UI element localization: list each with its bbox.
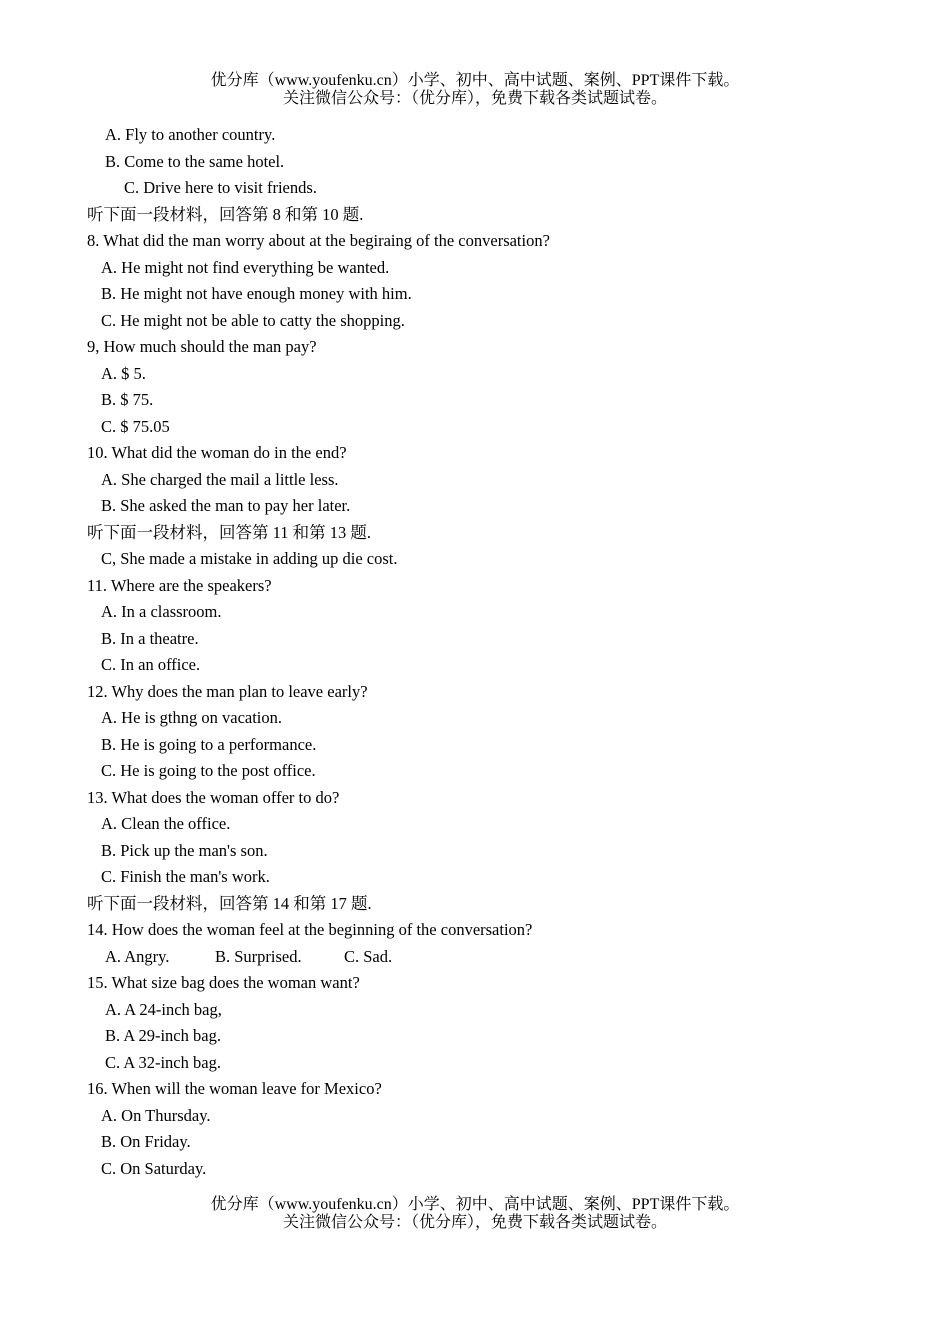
option-text: B. She asked the man to pay her later. bbox=[101, 496, 351, 515]
section-instruction: 听下面一段材料，回答第 14 和第 17 题. bbox=[87, 893, 372, 913]
option-text: C. He is going to the post office. bbox=[101, 761, 316, 780]
option-text: C. A 32-inch bag. bbox=[105, 1052, 221, 1072]
question-text: 13. What does the woman offer to do? bbox=[87, 787, 340, 807]
question-content bbox=[0, 122, 950, 1182]
option-text: B. Come to the same hotel. bbox=[105, 151, 285, 171]
option-text: C, She made a mistake in adding up die cost. bbox=[101, 549, 398, 568]
option-text: B. In a theatre. bbox=[101, 628, 199, 648]
option-text: B. Pick up the man's son. bbox=[101, 840, 268, 860]
options-row bbox=[0, 944, 950, 971]
option-text: C. Finish the man's work. bbox=[101, 867, 270, 886]
footer-line-2: 关注微信公众号：（优分库），免费下载各类试题试卷。 bbox=[282, 1214, 667, 1231]
option-text: B. Surprised. bbox=[215, 946, 302, 966]
section-instruction: 听下面一段材料，回答第 8 和第 10 题. bbox=[87, 204, 364, 224]
option-text: C. Sad. bbox=[344, 946, 393, 966]
page-header bbox=[0, 72, 950, 108]
option-text: A. Fly to another country. bbox=[105, 125, 276, 144]
option-text: C. He might not be able to catty the shopping. bbox=[101, 310, 405, 330]
option-text: A. She charged the mail a little less. bbox=[101, 469, 339, 489]
option-text: C. Drive here to visit friends. bbox=[124, 178, 317, 197]
question-text: 11. Where are the speakers? bbox=[87, 575, 272, 595]
option-text: C. $ 75.05 bbox=[101, 416, 170, 436]
option-text: B. A 29-inch bag. bbox=[105, 1026, 221, 1045]
option-text: A. $ 5. bbox=[101, 363, 146, 383]
footer-line-1: 优分库（www.youfenku.cn）小学、初中、高中试题、案例、PPT课件下载。 bbox=[210, 1196, 740, 1213]
question-text: 14. How does the woman feel at the beginning of the conversation? bbox=[87, 920, 533, 939]
question-text: 10. What did the woman do in the end? bbox=[87, 443, 347, 462]
option-text: A. On Thursday. bbox=[101, 1105, 211, 1125]
option-text: A. In a classroom. bbox=[101, 602, 222, 621]
header-line-1: 优分库（www.youfenku.cn）小学、初中、高中试题、案例、PPT课件下载。 bbox=[210, 72, 740, 89]
option-text: A. Clean the office. bbox=[101, 814, 231, 833]
section-instruction: 听下面一段材料，回答第 11 和第 13 题. bbox=[87, 522, 372, 542]
option-text: C. On Saturday. bbox=[101, 1158, 207, 1178]
page-footer bbox=[0, 1196, 950, 1232]
option-text: C. In an office. bbox=[101, 655, 201, 674]
option-text: B. He might not have enough money with him. bbox=[101, 284, 412, 303]
option-text: A. Angry. bbox=[105, 946, 170, 966]
option-text: B. $ 75. bbox=[101, 390, 154, 409]
header-line-2: 关注微信公众号：（优分库），免费下载各类试题试卷。 bbox=[282, 90, 667, 107]
option-text: B. He is going to a performance. bbox=[101, 734, 317, 754]
option-text: A. He might not find everything be wanted. bbox=[101, 257, 390, 277]
question-text: 15. What size bag does the woman want? bbox=[87, 973, 360, 992]
question-text: 8. What did the man worry about at the begiraing of the conversation? bbox=[87, 231, 550, 250]
option-text: A. He is gthng on vacation. bbox=[101, 708, 283, 727]
option-text: A. A 24-inch bag, bbox=[105, 999, 222, 1019]
question-text: 16. When will the woman leave for Mexico? bbox=[87, 1079, 382, 1098]
question-text: 9, How much should the man pay? bbox=[87, 337, 317, 356]
question-text: 12. Why does the man plan to leave early? bbox=[87, 681, 368, 701]
option-text: B. On Friday. bbox=[101, 1132, 191, 1151]
